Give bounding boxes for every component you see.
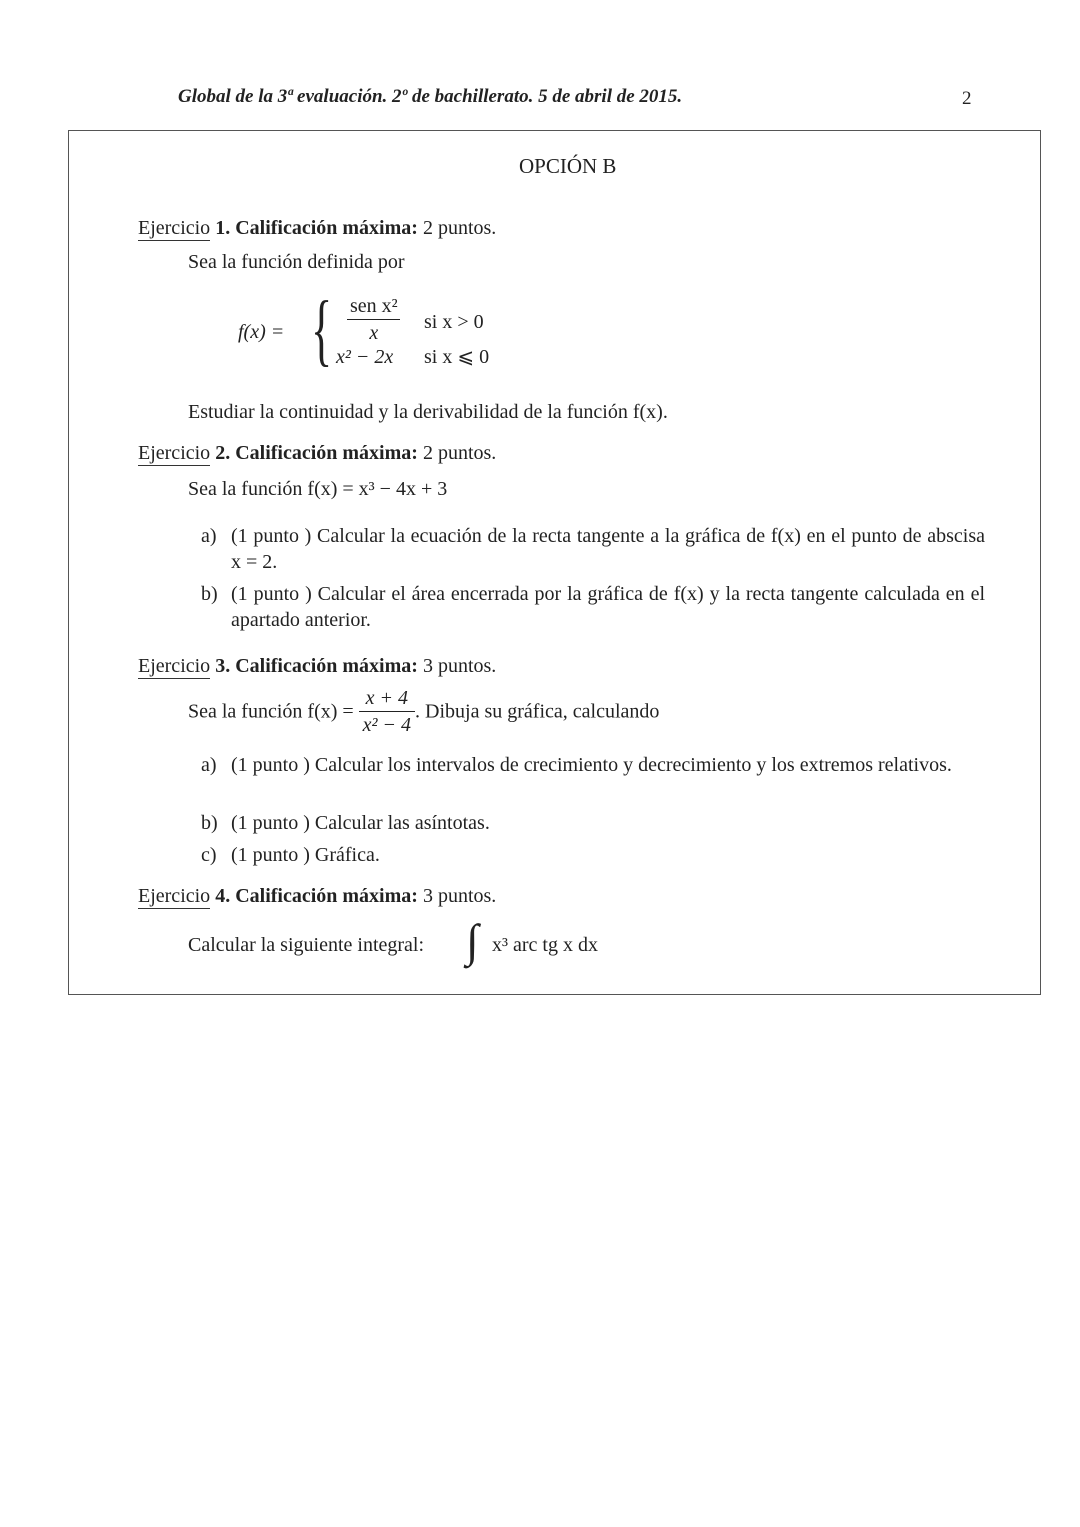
section-title: OPCIÓN B xyxy=(519,154,617,178)
item-text: (1 punto ) Calcular las asíntotas. xyxy=(231,812,490,834)
integral-icon: ∫ xyxy=(466,915,479,966)
exercise-3-heading xyxy=(138,656,496,676)
item-text: (1 punto ) Calcular el área encerrada por la gráfica de f(x) y la recta tangente calculada en el apartado anterior. xyxy=(231,583,985,631)
item-text: (1 punto ) Gráfica. xyxy=(231,844,380,866)
piecewise-lhs: f(x) = xyxy=(238,321,285,343)
points: 3 puntos. xyxy=(422,655,497,677)
exercise-2-intro: Sea la función f(x) = x³ − 4x + 3 xyxy=(188,478,448,500)
exercise-2-item-b xyxy=(201,581,985,633)
exercise-number: 1. xyxy=(215,217,231,239)
intro-after: . Dibuja su gráfica, calculando xyxy=(415,700,660,723)
left-brace-icon: { xyxy=(311,286,333,374)
exercise-3-item-b xyxy=(201,810,985,836)
exercise-1-intro: Sea la función definida por xyxy=(188,251,405,273)
exercise-1-task: Estudiar la continuidad y la derivabilidad de la función f(x). xyxy=(188,401,668,423)
fraction-denominator: x² − 4 xyxy=(359,711,415,735)
exercise-number: 3. xyxy=(215,655,231,677)
exercise-number: 2. xyxy=(215,442,231,464)
grade-label: Calificación máxima: xyxy=(235,655,418,677)
case1-denominator: x xyxy=(347,319,400,343)
grade-label: Calificación máxima: xyxy=(235,885,418,907)
exercise-3-item-a xyxy=(201,752,985,778)
case1-fraction xyxy=(346,296,402,343)
case1-condition: si x > 0 xyxy=(424,311,484,333)
exercise-2-item-a xyxy=(201,523,985,575)
exercise-word: Ejercicio xyxy=(138,655,211,677)
case1-numerator: sen x² xyxy=(350,295,398,317)
item-label: a) xyxy=(201,754,217,776)
grade-label: Calificación máxima: xyxy=(235,217,418,239)
exercise-3-intro xyxy=(188,688,659,735)
exercise-number: 4. xyxy=(215,885,231,907)
intro-before: Sea la función f(x) = xyxy=(188,700,354,723)
exercise-2-heading xyxy=(138,443,496,463)
points: 2 puntos. xyxy=(422,442,497,464)
item-label: b) xyxy=(201,812,218,834)
case2-condition: si x ⩽ 0 xyxy=(424,346,490,368)
integrand: x³ arc tg x dx xyxy=(492,934,598,956)
fraction-numerator: x + 4 xyxy=(365,687,409,709)
item-text: (1 punto ) Calcular la ecuación de la recta tangente a la gráfica de f(x) en el punto de abscisa x = 2. xyxy=(231,525,985,573)
exercise-word: Ejercicio xyxy=(138,217,211,239)
points: 3 puntos. xyxy=(422,885,497,907)
item-label: a) xyxy=(201,525,217,547)
exercise-1-heading xyxy=(138,218,496,238)
grade-label: Calificación máxima: xyxy=(235,442,418,464)
points: 2 puntos. xyxy=(422,217,497,239)
page-number: 2 xyxy=(962,88,972,109)
exercise-word: Ejercicio xyxy=(138,885,211,907)
item-label: c) xyxy=(201,844,217,866)
item-label: b) xyxy=(201,583,218,605)
exercise-4-heading xyxy=(138,886,496,906)
exercise-word: Ejercicio xyxy=(138,442,211,464)
case2-expression: x² − 2x xyxy=(336,346,394,368)
exercise-3-item-c xyxy=(201,842,985,868)
item-text: (1 punto ) Calcular los intervalos de crecimiento y decrecimiento y los extremos relativos. xyxy=(231,754,952,776)
page-header: Global de la 3ª evaluación. 2º de bachillerato. 5 de abril de 2015. xyxy=(178,86,683,107)
exercise-4-intro: Calcular la siguiente integral: xyxy=(188,934,425,956)
